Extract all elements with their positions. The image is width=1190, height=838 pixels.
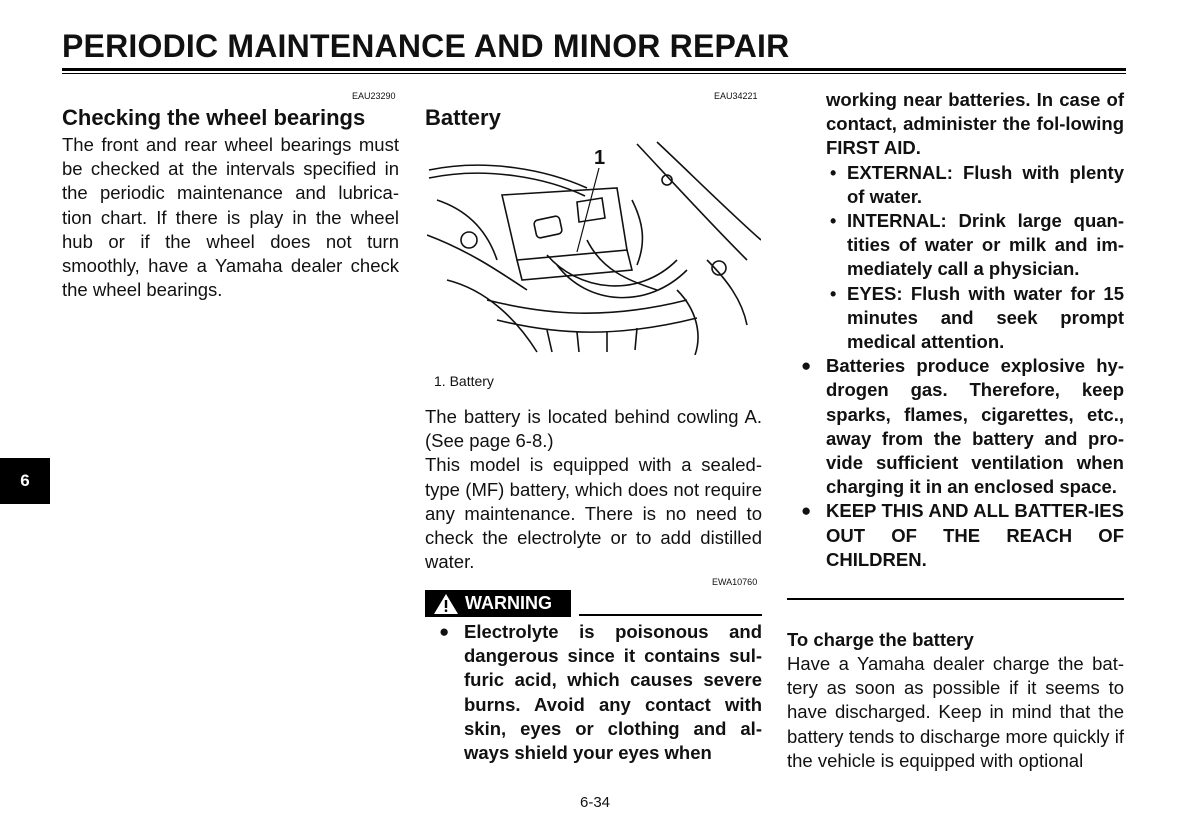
chapter-tab: 6 [0, 458, 50, 504]
battery-text [425, 405, 762, 574]
warning-item-hydrogen: ● Batteries produce explosive hy-drogen gas. Therefore, keep sparks, flames, cigarettes, etc., away from the battery and pro-vide sufficient ventilation when charging it in an enclosed space. [787, 354, 1124, 499]
section-code: EAU23290 [352, 91, 396, 101]
page-number: 6-34 [579, 794, 611, 811]
header-rule-thin [62, 73, 1126, 74]
first-aid-external: • EXTERNAL: Flush with plenty of water. [826, 161, 1124, 209]
warning-continuation [787, 88, 1124, 572]
warning-item-electrolyte-cont [787, 88, 1124, 354]
section-title-battery: Battery [425, 105, 501, 130]
charge-text [787, 652, 1124, 773]
first-aid-intro: working near batteries. In case of contact, administer the fol-lowing FIRST AID. [826, 89, 1124, 159]
section-title-wheel-bearings: Checking the wheel bearings [62, 105, 366, 130]
warning-badge [425, 590, 571, 617]
charge-paragraph: Have a Yamaha dealer charge the bat-tery as soon as possible if it seems to have discharged. Keep in mind that the battery tends to discharge more quickly if the vehicle is equipped with optional [787, 653, 1124, 771]
page-title: PERIODIC MAINTENANCE AND MINOR REPAIR [62, 28, 790, 64]
warning-item-electrolyte: ● Electrolyte is poisonous and dangerous since it contains sul-furic acid, which causes severe burns. Avoid any contact with skin, eyes or clothing and al-ways shield your eyes when [425, 620, 762, 765]
warning-label: WARNING [465, 593, 552, 613]
section-code: EAU34221 [714, 91, 758, 101]
figure-caption: 1. Battery [434, 373, 494, 389]
warning-triangle-icon [433, 593, 459, 615]
first-aid-eyes: • EYES: Flush with water for 15 minutes and seek prompt medical attention. [826, 282, 1124, 355]
wheel-bearings-paragraph: The front and rear wheel bearings must be checked at the intervals specified in the periodic maintenance and lubrica-tion chart. If there is play in the wheel hub or if the wheel does not turn smoothly, have a Yamaha dealer check the wheel bearings. [62, 134, 399, 301]
battery-illustration [427, 140, 761, 355]
battery-paragraph-1: The battery is located behind cowling A. (See page 6-8.) [425, 406, 762, 452]
header-rule [62, 68, 1126, 71]
wheel-bearings-text [62, 133, 399, 302]
warning-code: EWA10760 [712, 577, 758, 587]
figure-callout-1: 1 [594, 147, 606, 169]
warning-list-left [425, 620, 762, 765]
warning-end-rule [787, 598, 1124, 600]
battery-paragraph-2: This model is equipped with a sealed-type (MF) battery, which does not require any maintenance. There is no need to check the electrolyte or to add distilled water. [425, 454, 762, 573]
section-title-charge: To charge the battery [787, 629, 974, 650]
warning-rule [579, 614, 762, 616]
first-aid-internal: • INTERNAL: Drink large quan-tities of water or milk and im-mediately call a physician. [826, 209, 1124, 282]
warning-item-children: ● KEEP THIS AND ALL BATTER-IES OUT OF THE REACH OF CHILDREN. [787, 499, 1124, 572]
